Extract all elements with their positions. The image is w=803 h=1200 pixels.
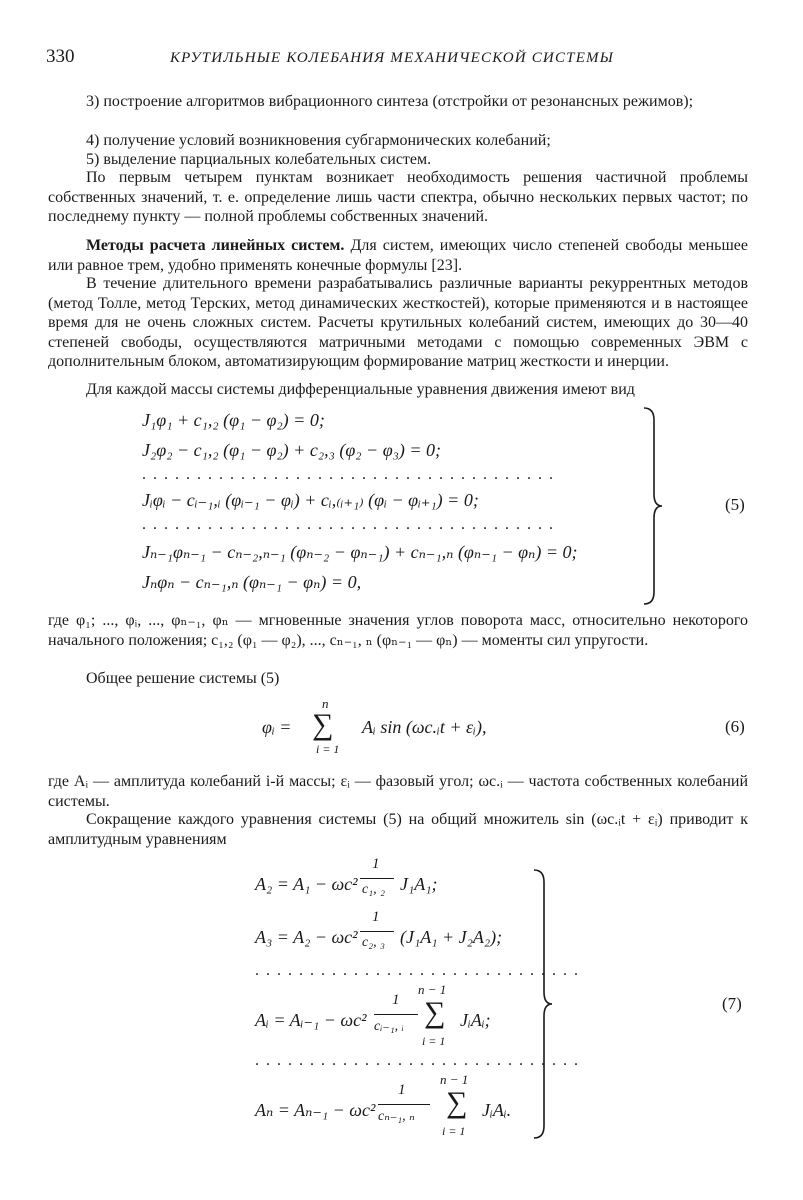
eq6-sigma: ∑: [312, 708, 334, 741]
list-item-4: 4) получение условий возникновения субгармонических колебаний;: [86, 132, 551, 149]
eq5-dots-2: ......................................: [142, 516, 560, 533]
eq7-row4-numerator: 1: [398, 1082, 406, 1098]
eq7-row2-numerator: 1: [372, 909, 380, 925]
methods-heading: Методы расчета линейных систем.: [86, 237, 345, 254]
eq7-row4-fraction-bar: [378, 1104, 430, 1105]
methods-text: Для систем, имеющих число степеней свободы меньшее или равное трем, удобно применять конечные формулы [23].: [48, 237, 748, 274]
eq5-line-4: Jₙ₋₁φₙ₋₁ − cₙ₋₂,ₙ₋₁ (φₙ₋₂ − φₙ₋₁) + cₙ₋₁,ₙ (φₙ₋₁ − φₙ) = 0;: [142, 542, 578, 562]
eq6-number: (6): [725, 717, 745, 736]
eq7-row4-denominator: cₙ₋₁, ₙ: [378, 1109, 415, 1124]
eq7-row3-sigma: ∑: [424, 996, 446, 1029]
eq5-line-3: Jᵢφᵢ − cᵢ₋₁,ᵢ (φᵢ₋₁ − φᵢ) + cᵢ,₍ᵢ₊₁₎ (φᵢ − φᵢ₊₁) = 0;: [142, 490, 479, 510]
eq7-row3-sum-bottom: i = 1: [422, 1034, 446, 1048]
eq7-row3-fraction-bar: [374, 1014, 418, 1015]
eq7-row4-tail: JᵢAᵢ.: [482, 1100, 512, 1120]
eq7-row1-tail: J₁A₁;: [400, 874, 438, 894]
eq7-row3-denominator: cᵢ₋₁, ᵢ: [374, 1019, 404, 1034]
eq7-row2-lhs: A₃ = A₂ − ωc²: [255, 927, 358, 947]
eq6-rhs: Aᵢ sin (ωc.ᵢt + εᵢ),: [362, 717, 487, 737]
eq6-sum-top: n: [322, 696, 329, 711]
running-title: КРУТИЛЬНЫЕ КОЛЕБАНИЯ МЕХАНИЧЕСКОЙ СИСТЕМЫ: [170, 50, 615, 66]
list-item-5: 5) выделение парциальных колебательных систем.: [86, 151, 432, 168]
eq5-line-5: Jₙφₙ − cₙ₋₁,ₙ (φₙ₋₁ − φₙ) = 0,: [142, 572, 362, 592]
eq7-dots-1: ..............................: [255, 962, 585, 979]
eq5-dots-1: ......................................: [142, 466, 560, 483]
eq7-number: (7): [722, 994, 742, 1013]
eq7-row3-sum-top: n − 1: [418, 982, 447, 997]
eq7-row1-fraction-bar: [360, 878, 394, 879]
eq7-row3-numerator: 1: [392, 992, 400, 1008]
eq6-sum-bottom: i = 1: [316, 742, 340, 756]
paragraph-where-1: где φ₁; ..., φᵢ, ..., φₙ₋₁, φₙ — мгновенные значения углов поворота масс, относительно некоторого начального положения; c₁,₂ (φ₁ — φ₂), ..., cₙ₋₁, ₙ (φₙ₋₁ — φₙ) — моменты сил упругости.: [48, 612, 748, 649]
paragraph-mass: Для каждой массы системы дифференциальные уравнения движения имеют вид: [86, 381, 635, 398]
paragraph-where-2: где Aᵢ — амплитуда колебаний i-й массы; εᵢ — фазовый угол; ωc.ᵢ — частота собственных колебаний системы.: [48, 773, 748, 810]
eq7-row1-numerator: 1: [372, 856, 380, 872]
paragraph-reduction: Сокращение каждого уравнения системы (5) на общий множитель sin (ωc.ᵢt + εᵢ) приводит к амплитудным уравнениям: [48, 811, 748, 848]
eq7-right-brace: [530, 868, 556, 1140]
paragraph-methods: [48, 236, 748, 275]
eq7-row4-lhs: Aₙ = Aₙ₋₁ − ωc²: [255, 1100, 376, 1120]
eq7-row3-tail: JᵢAᵢ;: [460, 1010, 491, 1030]
paragraph-general: Общее решение системы (5): [86, 670, 280, 687]
eq7-row2-denominator: c₂, ₃: [362, 935, 385, 950]
eq7-dots-2: ..............................: [255, 1052, 585, 1069]
eq7-row1-lhs: A₂ = A₁ − ωc²: [255, 874, 358, 894]
eq7-row4-sum-top: n − 1: [440, 1072, 469, 1087]
eq7-row1-denominator: c₁, ₂: [362, 882, 385, 897]
eq7-row3-lhs: Aᵢ = Aᵢ₋₁ − ωc²: [255, 1010, 367, 1030]
eq7-row4-sum-bottom: i = 1: [442, 1124, 466, 1138]
eq7-row2-fraction-bar: [360, 931, 394, 932]
paragraph-eigen: По первым четырем пунктам возникает необходимость решения частичной проблемы собственных значений, т. е. определение лишь части спектра, обычно нескольких первых частот; по последнему пункту — полной проблемы собственных значений.: [48, 169, 748, 225]
paragraph-recurrent: В течение длительного времени разрабатывались различные варианты рекуррентных методов (метод Толле, метод Терских, метод динамических жесткостей), которые применяются и в настоящее время для не очень сложных систем. Расчеты крутильных колебаний систем, имеющих до 30—40 степеней свободы, осуществляются матричными методами с помощью современных ЭВМ с дополнительным блоком, автоматизирующим формирование матриц жесткости и инерции.: [48, 275, 748, 370]
eq5-number: (5): [725, 495, 745, 514]
eq5-line-2: J₂φ₂ − c₁,₂ (φ₁ − φ₂) + c₂,₃ (φ₂ − φ₃) = 0;: [142, 440, 442, 460]
eq7-row4-sigma: ∑: [446, 1086, 468, 1119]
eq5-right-brace: [640, 406, 666, 606]
eq5-line-1: J₁φ₁ + c₁,₂ (φ₁ − φ₂) = 0;: [142, 410, 325, 430]
eq6-lhs: φᵢ =: [262, 717, 292, 737]
eq7-row2-tail: (J₁A₁ + J₂A₂);: [400, 927, 503, 947]
page-number: 330: [46, 46, 75, 67]
list-item-3: 3) построение алгоритмов вибрационного синтеза (отстройки от резонансных режимов);: [86, 93, 694, 110]
